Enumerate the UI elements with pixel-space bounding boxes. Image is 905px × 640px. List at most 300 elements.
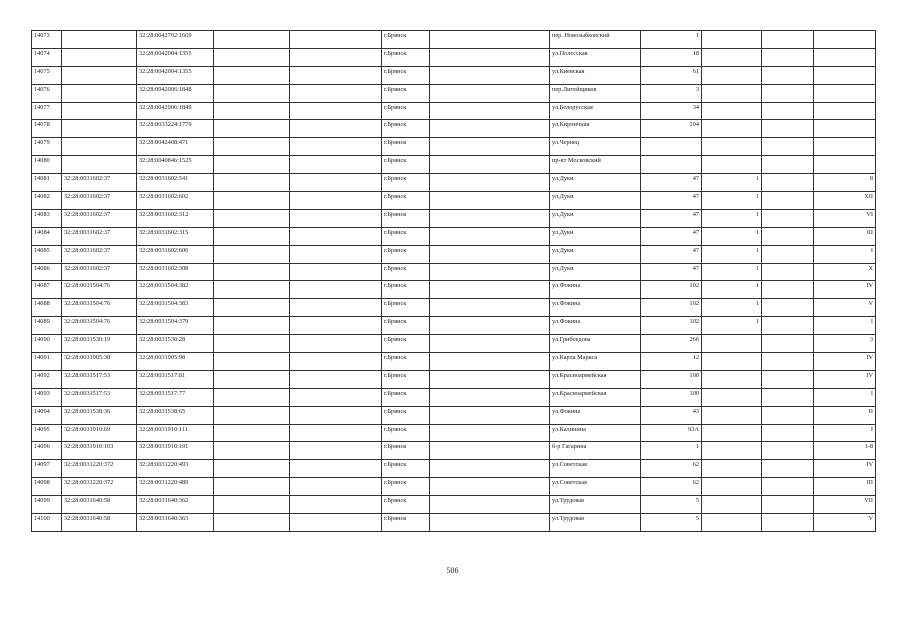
street-cell: ул.Кирпичная [550, 120, 641, 138]
city-cell: г.Брянск [382, 353, 430, 371]
col-7-cell [430, 31, 550, 49]
premises-cell [814, 31, 876, 49]
house-number-cell: 5 [641, 514, 702, 532]
col-11-cell [762, 102, 814, 120]
street-cell: ул.Фокина [550, 281, 641, 299]
parcel-number-cell: 32:28:0031602:37 [62, 263, 137, 281]
col-4-cell [214, 299, 290, 317]
premises-cell: III [814, 227, 876, 245]
col-7-cell [430, 245, 550, 263]
house-number-cell: 102 [641, 299, 702, 317]
house-number-cell: 93А [641, 424, 702, 442]
cadastral-number-cell: 32:28:0031517:81 [137, 370, 214, 388]
street-cell: пр-кт Московский [550, 156, 641, 174]
col-4-cell [214, 245, 290, 263]
building-cell [702, 120, 762, 138]
row-number-cell: 14099 [32, 496, 62, 514]
house-number-cell: 5 [641, 496, 702, 514]
row-number-cell: 14076 [32, 84, 62, 102]
col-5-cell [290, 174, 382, 192]
cadastral-number-cell: 32:28:0031602:602 [137, 192, 214, 210]
parcel-number-cell [62, 84, 137, 102]
street-cell: ул.Полесская [550, 48, 641, 66]
col-5-cell [290, 209, 382, 227]
building-cell: 1 [702, 174, 762, 192]
premises-cell: IV [814, 460, 876, 478]
city-cell: г.Брянск [382, 514, 430, 532]
building-cell [702, 442, 762, 460]
premises-cell [814, 120, 876, 138]
col-7-cell [430, 424, 550, 442]
col-11-cell [762, 353, 814, 371]
city-cell: г.Брянск [382, 335, 430, 353]
parcel-number-cell: 32:28:0031640:58 [62, 514, 137, 532]
col-4-cell [214, 317, 290, 335]
street-cell: ул.Фокина [550, 299, 641, 317]
col-7-cell [430, 496, 550, 514]
table-row [32, 245, 876, 263]
cadastral-number-cell: 32:28:0031220:493 [137, 460, 214, 478]
table-row [32, 192, 876, 210]
premises-cell: II [814, 406, 876, 424]
building-cell: 1 [702, 227, 762, 245]
street-cell: ул.Карла Маркса [550, 353, 641, 371]
building-cell: 1 [702, 209, 762, 227]
street-cell: ул.Дуки [550, 227, 641, 245]
street-cell: ул.Дуки [550, 174, 641, 192]
col-5-cell [290, 84, 382, 102]
table-row [32, 209, 876, 227]
house-number-cell: 100 [641, 370, 702, 388]
col-4-cell [214, 388, 290, 406]
table-row [32, 48, 876, 66]
building-cell: 1 [702, 245, 762, 263]
col-4-cell [214, 281, 290, 299]
col-7-cell [430, 370, 550, 388]
col-5-cell [290, 48, 382, 66]
col-5-cell [290, 424, 382, 442]
cadastral-number-cell: 32:28:0031517:77 [137, 388, 214, 406]
col-7-cell [430, 102, 550, 120]
col-11-cell [762, 31, 814, 49]
row-number-cell: 14098 [32, 478, 62, 496]
cadastral-number-cell: 32:28:0031910:191 [137, 442, 214, 460]
house-number-cell: 1 [641, 31, 702, 49]
cadastral-number-cell: 32:28:0031910:111 [137, 424, 214, 442]
city-cell: г.Брянск [382, 209, 430, 227]
city-cell: г.Брянск [382, 120, 430, 138]
col-11-cell [762, 245, 814, 263]
col-5-cell [290, 496, 382, 514]
parcel-number-cell: 32:28:0031504:76 [62, 317, 137, 335]
col-7-cell [430, 406, 550, 424]
col-11-cell [762, 209, 814, 227]
city-cell: г.Брянск [382, 388, 430, 406]
col-4-cell [214, 31, 290, 49]
premises-cell: I [814, 424, 876, 442]
building-cell [702, 353, 762, 371]
building-cell: 1 [702, 281, 762, 299]
house-number-cell: 47 [641, 209, 702, 227]
table-row [32, 406, 876, 424]
col-4-cell [214, 138, 290, 156]
cadastral-number-cell: 32:28:0031640:362 [137, 496, 214, 514]
col-5-cell [290, 31, 382, 49]
table-row [32, 102, 876, 120]
col-11-cell [762, 299, 814, 317]
col-4-cell [214, 227, 290, 245]
col-7-cell [430, 174, 550, 192]
street-cell: ул.Советская [550, 460, 641, 478]
cadastral-number-cell: 32:28:0031602:312 [137, 209, 214, 227]
city-cell: г.Брянск [382, 84, 430, 102]
street-cell: пер.Литейщиков [550, 84, 641, 102]
row-number-cell: 14087 [32, 281, 62, 299]
house-number-cell: 47 [641, 263, 702, 281]
street-cell: ул.Советская [550, 478, 641, 496]
row-number-cell: 14093 [32, 388, 62, 406]
parcel-number-cell: 32:28:0031517:53 [62, 370, 137, 388]
col-4-cell [214, 460, 290, 478]
col-7-cell [430, 317, 550, 335]
cadastral-number-cell: 32:28:0042004:1355 [137, 66, 214, 84]
premises-cell: I [814, 245, 876, 263]
row-number-cell: 14085 [32, 245, 62, 263]
parcel-number-cell: 32:28:0031602:37 [62, 245, 137, 263]
col-4-cell [214, 192, 290, 210]
city-cell: г.Брянск [382, 66, 430, 84]
col-11-cell [762, 370, 814, 388]
row-number-cell: 14073 [32, 31, 62, 49]
premises-cell: IV [814, 353, 876, 371]
col-7-cell [430, 192, 550, 210]
table-row [32, 299, 876, 317]
row-number-cell: 14094 [32, 406, 62, 424]
col-11-cell [762, 317, 814, 335]
premises-cell: III [814, 478, 876, 496]
col-4-cell [214, 442, 290, 460]
row-number-cell: 14089 [32, 317, 62, 335]
col-11-cell [762, 460, 814, 478]
house-number-cell: 3 [641, 84, 702, 102]
city-cell: г.Брянск [382, 227, 430, 245]
parcel-number-cell: 32:28:0031504:76 [62, 299, 137, 317]
col-7-cell [430, 263, 550, 281]
parcel-number-cell: 32:28:0031220:372 [62, 460, 137, 478]
building-cell [702, 388, 762, 406]
col-11-cell [762, 281, 814, 299]
col-5-cell [290, 478, 382, 496]
col-7-cell [430, 353, 550, 371]
col-5-cell [290, 102, 382, 120]
cadastral-number-cell: 32:28:0040846:1525 [137, 156, 214, 174]
city-cell: г.Брянск [382, 496, 430, 514]
row-number-cell: 14078 [32, 120, 62, 138]
row-number-cell: 14079 [32, 138, 62, 156]
cadastral-number-cell: 32:28:0031602:606 [137, 245, 214, 263]
city-cell: г.Брянск [382, 478, 430, 496]
premises-cell: 3 [814, 335, 876, 353]
row-number-cell: 14096 [32, 442, 62, 460]
street-cell: ул.Дуки [550, 192, 641, 210]
building-cell [702, 84, 762, 102]
col-5-cell [290, 317, 382, 335]
col-5-cell [290, 263, 382, 281]
parcel-number-cell: 32:28:0031538:36 [62, 406, 137, 424]
parcel-number-cell [62, 48, 137, 66]
col-11-cell [762, 406, 814, 424]
city-cell: г.Брянск [382, 460, 430, 478]
city-cell: г.Брянск [382, 281, 430, 299]
house-number-cell: 61 [641, 66, 702, 84]
col-11-cell [762, 66, 814, 84]
premises-cell [814, 66, 876, 84]
col-7-cell [430, 442, 550, 460]
col-4-cell [214, 48, 290, 66]
parcel-number-cell: 32:28:0031530:19 [62, 335, 137, 353]
col-11-cell [762, 388, 814, 406]
parcel-number-cell: 32:28:0031602:37 [62, 227, 137, 245]
house-number-cell: 47 [641, 192, 702, 210]
street-cell: ул.Дуки [550, 209, 641, 227]
table-row [32, 478, 876, 496]
cadastral-number-cell: 32:28:0031504:379 [137, 317, 214, 335]
col-5-cell [290, 138, 382, 156]
table-row [32, 335, 876, 353]
col-4-cell [214, 406, 290, 424]
premises-cell: IV [814, 370, 876, 388]
col-5-cell [290, 299, 382, 317]
building-cell [702, 138, 762, 156]
col-11-cell [762, 48, 814, 66]
parcel-number-cell [62, 120, 137, 138]
registry-table [31, 30, 876, 532]
row-number-cell: 14088 [32, 299, 62, 317]
col-5-cell [290, 388, 382, 406]
parcel-number-cell: 32:28:0031602:37 [62, 209, 137, 227]
col-5-cell [290, 370, 382, 388]
parcel-number-cell: 32:28:0031905:38 [62, 353, 137, 371]
building-cell: 1 [702, 263, 762, 281]
col-11-cell [762, 192, 814, 210]
house-number-cell: 102 [641, 317, 702, 335]
city-cell: г.Брянск [382, 406, 430, 424]
row-number-cell: 14084 [32, 227, 62, 245]
house-number-cell: 1 [641, 442, 702, 460]
parcel-number-cell [62, 156, 137, 174]
page-number: 506 [446, 566, 459, 575]
premises-cell: V [814, 514, 876, 532]
parcel-number-cell: 32:28:0031220:372 [62, 478, 137, 496]
house-number-cell: 100 [641, 388, 702, 406]
col-4-cell [214, 209, 290, 227]
premises-cell: V [814, 299, 876, 317]
city-cell: г.Брянск [382, 192, 430, 210]
row-number-cell: 14095 [32, 424, 62, 442]
parcel-number-cell: 32:28:0031640:58 [62, 496, 137, 514]
col-11-cell [762, 335, 814, 353]
col-4-cell [214, 102, 290, 120]
table-row [32, 120, 876, 138]
building-cell [702, 335, 762, 353]
parcel-number-cell [62, 31, 137, 49]
premises-cell: VI [814, 209, 876, 227]
col-5-cell [290, 335, 382, 353]
street-cell: пер. Новозыбковский [550, 31, 641, 49]
table-row [32, 227, 876, 245]
cadastral-number-cell: 32:28:0042408:471 [137, 138, 214, 156]
table-row [32, 263, 876, 281]
col-7-cell [430, 156, 550, 174]
house-number-cell: 104 [641, 120, 702, 138]
house-number-cell: 34 [641, 102, 702, 120]
col-7-cell [430, 48, 550, 66]
premises-cell: XII [814, 192, 876, 210]
street-cell: ул.Калинина [550, 424, 641, 442]
parcel-number-cell: 32:28:0031517:53 [62, 388, 137, 406]
cadastral-number-cell: 32:28:0042006:1848 [137, 84, 214, 102]
col-4-cell [214, 263, 290, 281]
city-cell: г.Брянск [382, 31, 430, 49]
city-cell: г.Брянск [382, 299, 430, 317]
col-4-cell [214, 174, 290, 192]
building-cell [702, 102, 762, 120]
street-cell: б-р Гагарина [550, 442, 641, 460]
house-number-cell: 102 [641, 281, 702, 299]
premises-cell: I [814, 388, 876, 406]
premises-cell: 1-8 [814, 442, 876, 460]
table-row [32, 424, 876, 442]
col-5-cell [290, 460, 382, 478]
col-5-cell [290, 245, 382, 263]
cadastral-number-cell: 32:28:0031602:315 [137, 227, 214, 245]
table-row [32, 138, 876, 156]
col-7-cell [430, 120, 550, 138]
row-number-cell: 14075 [32, 66, 62, 84]
table-row [32, 66, 876, 84]
row-number-cell: 14090 [32, 335, 62, 353]
col-4-cell [214, 424, 290, 442]
cadastral-number-cell: 32:28:0031504:383 [137, 299, 214, 317]
street-cell: ул.Красноармейская [550, 388, 641, 406]
building-cell [702, 460, 762, 478]
house-number-cell: 47 [641, 174, 702, 192]
col-11-cell [762, 514, 814, 532]
city-cell: г.Брянск [382, 442, 430, 460]
cadastral-number-cell: 32:28:0033224:1779 [137, 120, 214, 138]
col-5-cell [290, 66, 382, 84]
cadastral-number-cell: 32:28:0042006:1849 [137, 102, 214, 120]
city-cell: г.Брянск [382, 370, 430, 388]
row-number-cell: 14083 [32, 209, 62, 227]
col-7-cell [430, 84, 550, 102]
house-number-cell: 43 [641, 406, 702, 424]
table-row [32, 370, 876, 388]
parcel-number-cell: 32:28:0031910:103 [62, 442, 137, 460]
row-number-cell: 14080 [32, 156, 62, 174]
city-cell: г.Брянск [382, 424, 430, 442]
city-cell: г.Брянск [382, 174, 430, 192]
col-4-cell [214, 496, 290, 514]
house-number-cell: 62 [641, 478, 702, 496]
cadastral-number-cell: 32:28:0031530:28 [137, 335, 214, 353]
parcel-number-cell: 32:28:0031602:37 [62, 192, 137, 210]
building-cell [702, 370, 762, 388]
col-7-cell [430, 460, 550, 478]
cadastral-number-cell: 32:28:0031640:363 [137, 514, 214, 532]
col-7-cell [430, 335, 550, 353]
col-5-cell [290, 442, 382, 460]
col-11-cell [762, 84, 814, 102]
building-cell: 1 [702, 299, 762, 317]
col-5-cell [290, 281, 382, 299]
col-5-cell [290, 514, 382, 532]
parcel-number-cell [62, 66, 137, 84]
parcel-number-cell [62, 138, 137, 156]
building-cell [702, 406, 762, 424]
col-11-cell [762, 424, 814, 442]
col-11-cell [762, 263, 814, 281]
col-11-cell [762, 227, 814, 245]
house-number-cell: 12 [641, 353, 702, 371]
street-cell: ул.Белорусская [550, 102, 641, 120]
table-row [32, 156, 876, 174]
building-cell [702, 48, 762, 66]
col-5-cell [290, 192, 382, 210]
row-number-cell: 14074 [32, 48, 62, 66]
premises-cell [814, 156, 876, 174]
table-row [32, 84, 876, 102]
col-4-cell [214, 335, 290, 353]
building-cell [702, 66, 762, 84]
street-cell: ул.Трудовая [550, 496, 641, 514]
house-number-cell: 62 [641, 460, 702, 478]
parcel-number-cell: 32:28:0031910:69 [62, 424, 137, 442]
premises-cell [814, 102, 876, 120]
parcel-number-cell: 32:28:0031602:37 [62, 174, 137, 192]
premises-cell: I [814, 317, 876, 335]
building-cell [702, 156, 762, 174]
col-11-cell [762, 120, 814, 138]
street-cell: ул.Фокина [550, 406, 641, 424]
table-row [32, 460, 876, 478]
col-4-cell [214, 120, 290, 138]
col-11-cell [762, 478, 814, 496]
col-7-cell [430, 388, 550, 406]
row-number-cell: 14081 [32, 174, 62, 192]
col-4-cell [214, 514, 290, 532]
cadastral-number-cell: 32:28:0031602:541 [137, 174, 214, 192]
cadastral-number-cell: 32:28:0031220:489 [137, 478, 214, 496]
col-7-cell [430, 227, 550, 245]
premises-cell: X [814, 263, 876, 281]
col-5-cell [290, 353, 382, 371]
col-7-cell [430, 209, 550, 227]
col-11-cell [762, 156, 814, 174]
col-4-cell [214, 84, 290, 102]
row-number-cell: 14097 [32, 460, 62, 478]
house-number-cell [641, 138, 702, 156]
cadastral-number-cell: 32:28:0042004:1351 [137, 48, 214, 66]
table-row [32, 353, 876, 371]
cadastral-number-cell: 32:28:0031602:308 [137, 263, 214, 281]
city-cell: г.Брянск [382, 102, 430, 120]
col-7-cell [430, 281, 550, 299]
row-number-cell: 14091 [32, 353, 62, 371]
row-number-cell: 14077 [32, 102, 62, 120]
parcel-number-cell [62, 102, 137, 120]
col-11-cell [762, 496, 814, 514]
